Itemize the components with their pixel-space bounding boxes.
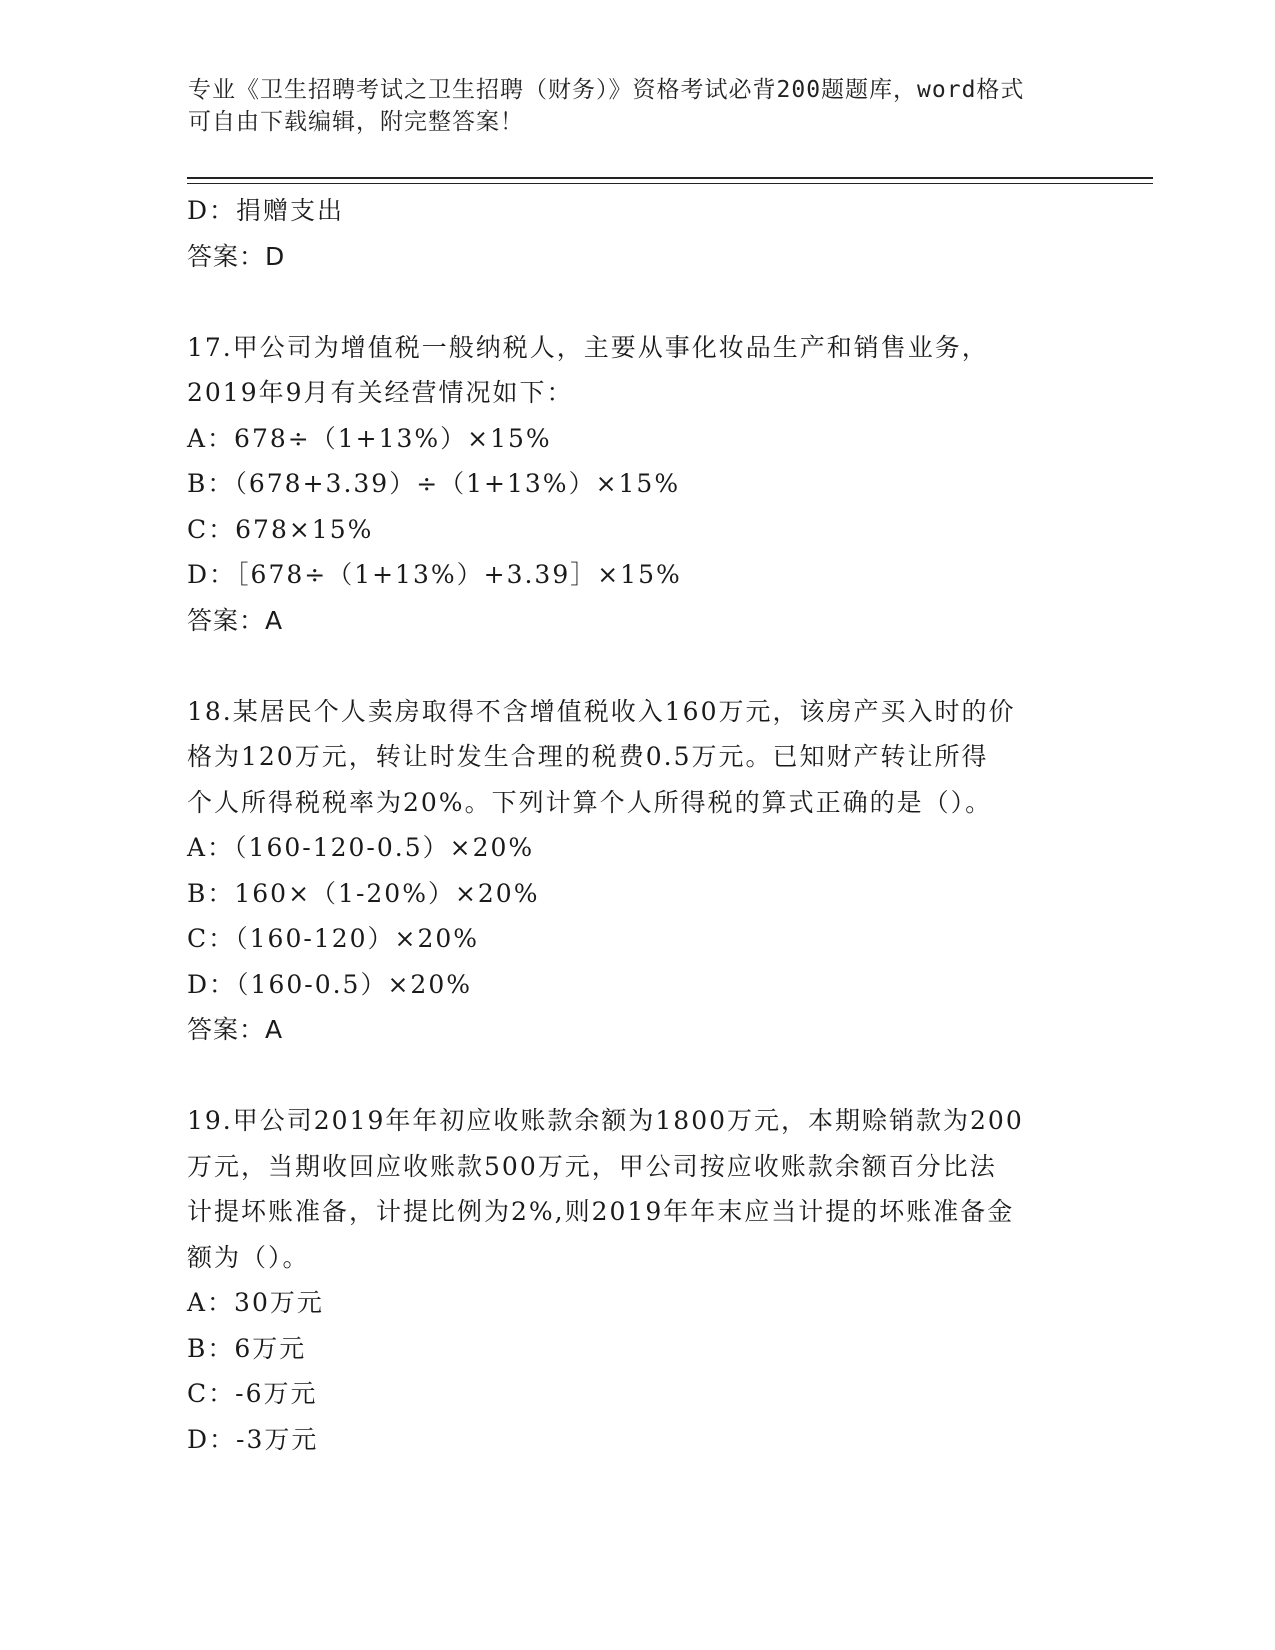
question-stem-line: 额为（）。 xyxy=(187,1242,310,1272)
option-d: D：捐赠支出 xyxy=(187,196,345,225)
question-content xyxy=(187,188,1087,1462)
answer-line: 答案：A xyxy=(187,605,284,635)
question-18 xyxy=(187,689,1087,1053)
question-stem-line: 计提坏账准备，计提比例为2%,则2019年年末应当计提的坏账准备金 xyxy=(187,1197,1015,1226)
header-divider-thick xyxy=(187,177,1153,179)
option-b: B：160×（1-20%）×20% xyxy=(187,878,540,908)
option-b: B：（678+3.39）÷（1+13%）×15% xyxy=(187,469,681,498)
answer-line: 答案：D xyxy=(187,241,286,271)
spacer xyxy=(187,1053,1087,1099)
question-19 xyxy=(187,1098,1087,1462)
header-divider-thin xyxy=(187,183,1153,184)
carryover-question xyxy=(187,188,1087,279)
option-a: A：678÷（1+13%）×15% xyxy=(187,423,552,453)
spacer xyxy=(187,279,1087,325)
option-d: D：（160-0.5）×20% xyxy=(187,969,472,999)
question-stem-line: 个人所得税税率为20%。下列计算个人所得税的算式正确的是（）。 xyxy=(187,787,993,817)
answer-line: 答案：A xyxy=(187,1015,284,1044)
header-line-2: 可自由下载编辑，附完整答案！ xyxy=(188,109,524,135)
option-b: B：6万元 xyxy=(187,1333,307,1363)
question-stem-line: 19.甲公司2019年年初应收账款余额为1800万元，本期赊销款为200 xyxy=(187,1106,1024,1135)
spacer xyxy=(187,643,1087,689)
option-c: C：（160-120）×20% xyxy=(187,924,480,953)
question-stem-line: 2019年9月有关经营情况如下： xyxy=(187,378,574,407)
question-17 xyxy=(187,325,1087,644)
question-stem-line: 17.甲公司为增值税一般纳税人，主要从事化妆品生产和销售业务， xyxy=(187,332,989,362)
option-d: D：-3万元 xyxy=(187,1424,319,1454)
question-stem-line: 18.某居民个人卖房取得不含增值税收入160万元，该房产买入时的价 xyxy=(187,696,1016,726)
option-d: D：［678÷（1+13%）+3.39］×15% xyxy=(187,560,682,589)
question-stem-line: 格为120万元，转让时发生合理的税费0.5万元。已知财产转让所得 xyxy=(187,742,989,771)
option-c: C：-6万元 xyxy=(187,1379,318,1408)
header-line-1: 专业《卫生招聘考试之卫生招聘（财务）》资格考试必背200题题库，word格式 xyxy=(188,77,1025,103)
option-a: A：（160-120-0.5）×20% xyxy=(187,833,535,862)
document-header xyxy=(188,74,1088,138)
option-c: C：678×15% xyxy=(187,514,374,544)
question-stem-line: 万元，当期收回应收账款500万元，甲公司按应收账款余额百分比法 xyxy=(187,1151,997,1181)
option-a: A：30万元 xyxy=(187,1288,324,1317)
